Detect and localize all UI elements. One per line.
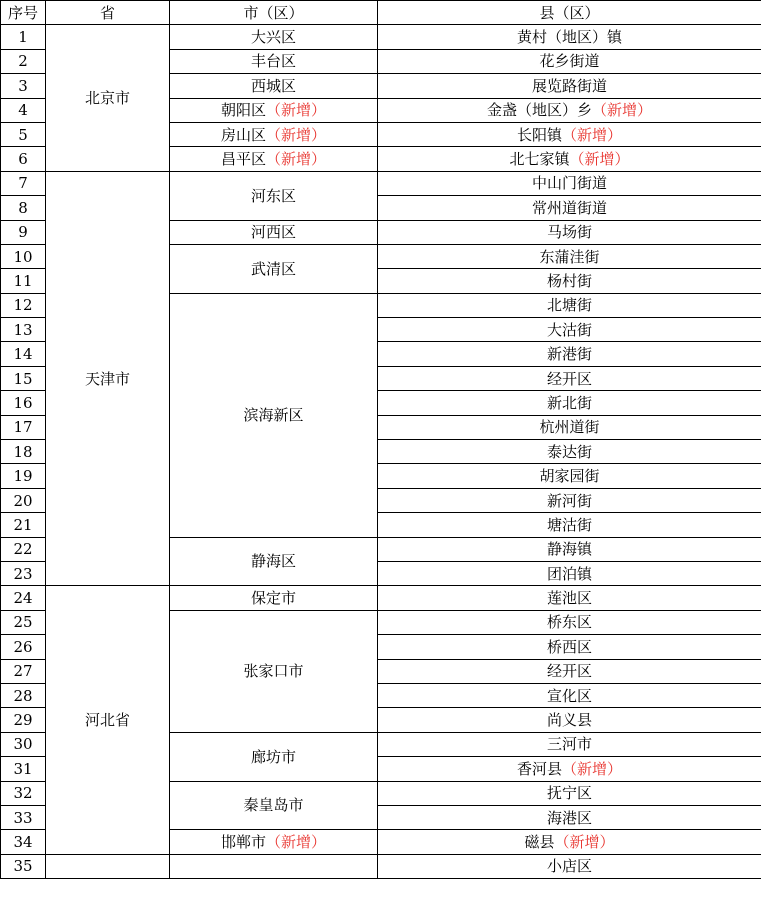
county-cell xyxy=(378,244,761,268)
city-cell xyxy=(170,830,378,854)
county-cell xyxy=(378,25,761,49)
row-index: 33 xyxy=(1,805,46,829)
county-name: 尚义县 xyxy=(546,711,592,730)
table-row xyxy=(1,171,761,195)
city-cell xyxy=(170,49,378,73)
county-name: 塘沽街 xyxy=(546,515,592,534)
county-cell xyxy=(378,98,761,122)
city-name: 房山区 xyxy=(220,125,266,144)
row-index: 5 xyxy=(1,122,46,146)
city-cell xyxy=(170,586,378,610)
row-index: 4 xyxy=(1,98,46,122)
county-cell xyxy=(378,122,761,146)
county-cell xyxy=(378,147,761,171)
row-index: 28 xyxy=(1,683,46,707)
header-index: 序号 xyxy=(1,1,46,25)
county-name: 常州道街道 xyxy=(531,198,607,217)
county-cell xyxy=(378,74,761,98)
province-cell xyxy=(46,854,170,878)
row-index: 24 xyxy=(1,586,46,610)
row-index: 23 xyxy=(1,561,46,585)
county-cell xyxy=(378,49,761,73)
county-cell xyxy=(378,366,761,390)
row-index: 22 xyxy=(1,537,46,561)
county-name: 桥西区 xyxy=(546,637,592,656)
county-cell xyxy=(378,440,761,464)
new-marker: （新增） xyxy=(266,150,327,169)
county-name: 长阳镇 xyxy=(516,125,562,144)
county-name: 新北街 xyxy=(546,393,592,412)
row-index: 19 xyxy=(1,464,46,488)
county-name: 新港街 xyxy=(546,345,592,364)
new-marker: （新增） xyxy=(562,125,623,144)
city-name: 朝阳区 xyxy=(220,101,266,120)
county-name: 莲池区 xyxy=(546,589,592,608)
city-cell xyxy=(170,220,378,244)
county-cell xyxy=(378,561,761,585)
county-name: 香河县 xyxy=(516,759,562,778)
row-index: 18 xyxy=(1,440,46,464)
row-index: 11 xyxy=(1,269,46,293)
row-index: 35 xyxy=(1,854,46,878)
row-index: 10 xyxy=(1,244,46,268)
row-index: 34 xyxy=(1,830,46,854)
city-name: 保定市 xyxy=(250,589,296,608)
county-name: 海港区 xyxy=(546,808,592,827)
county-name: 金盏（地区）乡 xyxy=(486,101,592,120)
row-index: 32 xyxy=(1,781,46,805)
county-cell xyxy=(378,708,761,732)
county-cell xyxy=(378,586,761,610)
county-name: 东蒲洼街 xyxy=(539,247,600,266)
county-name: 马场街 xyxy=(546,223,592,242)
county-name: 磁县 xyxy=(524,832,555,851)
county-name: 杭州道街 xyxy=(539,418,600,437)
row-index: 1 xyxy=(1,25,46,49)
city-name: 张家口市 xyxy=(243,662,304,681)
county-name: 北塘街 xyxy=(546,296,592,315)
city-cell xyxy=(170,732,378,781)
province-cell: 北京市 xyxy=(46,25,170,171)
county-name: 抚宁区 xyxy=(546,784,592,803)
city-name: 大兴区 xyxy=(250,28,296,47)
city-cell xyxy=(170,244,378,293)
city-name: 昌平区 xyxy=(220,150,266,169)
row-index: 3 xyxy=(1,74,46,98)
county-cell xyxy=(378,220,761,244)
county-cell xyxy=(378,805,761,829)
city-cell xyxy=(170,122,378,146)
county-name: 经开区 xyxy=(546,662,592,681)
county-cell xyxy=(378,537,761,561)
county-name: 展览路街道 xyxy=(531,76,607,95)
row-index: 31 xyxy=(1,757,46,781)
county-name: 宣化区 xyxy=(546,686,592,705)
new-marker: （新增） xyxy=(569,150,630,169)
header-row xyxy=(1,1,761,25)
county-cell xyxy=(378,464,761,488)
city-cell xyxy=(170,25,378,49)
city-cell xyxy=(170,537,378,586)
table-row xyxy=(1,586,761,610)
county-cell xyxy=(378,757,761,781)
new-marker: （新增） xyxy=(562,759,623,778)
county-name: 经开区 xyxy=(546,369,592,388)
county-name: 小店区 xyxy=(546,857,592,876)
city-name: 邯郸市 xyxy=(220,832,266,851)
county-cell xyxy=(378,171,761,195)
new-marker: （新增） xyxy=(554,832,615,851)
table-row xyxy=(1,854,761,878)
county-cell xyxy=(378,854,761,878)
header-city: 市（区） xyxy=(170,1,378,25)
new-marker: （新增） xyxy=(266,832,327,851)
county-cell xyxy=(378,318,761,342)
county-name: 三河市 xyxy=(546,735,592,754)
row-index: 17 xyxy=(1,415,46,439)
city-cell xyxy=(170,293,378,537)
county-cell xyxy=(378,391,761,415)
city-name: 丰台区 xyxy=(250,52,296,71)
county-cell xyxy=(378,513,761,537)
county-name: 大沽街 xyxy=(546,320,592,339)
row-index: 30 xyxy=(1,732,46,756)
province-cell: 天津市 xyxy=(46,171,170,586)
row-index: 21 xyxy=(1,513,46,537)
county-cell xyxy=(378,196,761,220)
county-name: 中山门街道 xyxy=(531,174,607,193)
county-name: 胡家园街 xyxy=(539,467,600,486)
row-index: 14 xyxy=(1,342,46,366)
county-name: 花乡街道 xyxy=(539,52,600,71)
city-cell xyxy=(170,610,378,732)
row-index: 26 xyxy=(1,635,46,659)
row-index: 7 xyxy=(1,171,46,195)
row-index: 25 xyxy=(1,610,46,634)
county-name: 北七家镇 xyxy=(509,150,570,169)
row-index: 13 xyxy=(1,318,46,342)
county-cell xyxy=(378,415,761,439)
county-cell xyxy=(378,293,761,317)
row-index: 9 xyxy=(1,220,46,244)
row-index: 27 xyxy=(1,659,46,683)
county-name: 黄村（地区）镇 xyxy=(516,28,622,47)
row-index: 6 xyxy=(1,147,46,171)
new-marker: （新增） xyxy=(266,125,327,144)
row-index: 16 xyxy=(1,391,46,415)
row-index: 8 xyxy=(1,196,46,220)
city-name: 河东区 xyxy=(250,186,296,205)
county-cell xyxy=(378,635,761,659)
county-cell xyxy=(378,342,761,366)
city-name: 武清区 xyxy=(250,259,296,278)
county-name: 新河街 xyxy=(546,491,592,510)
city-cell xyxy=(170,98,378,122)
county-name: 泰达街 xyxy=(546,442,592,461)
row-index: 29 xyxy=(1,708,46,732)
city-cell xyxy=(170,781,378,830)
county-cell xyxy=(378,732,761,756)
county-cell xyxy=(378,683,761,707)
city-name: 河西区 xyxy=(250,223,296,242)
county-name: 团泊镇 xyxy=(546,564,592,583)
header-province: 省 xyxy=(46,1,170,25)
county-cell xyxy=(378,659,761,683)
county-cell xyxy=(378,269,761,293)
county-cell xyxy=(378,830,761,854)
county-cell xyxy=(378,488,761,512)
row-index: 12 xyxy=(1,293,46,317)
row-index: 2 xyxy=(1,49,46,73)
city-cell xyxy=(170,147,378,171)
new-marker: （新增） xyxy=(266,101,327,120)
row-index: 15 xyxy=(1,366,46,390)
city-cell xyxy=(170,171,378,220)
city-name: 西城区 xyxy=(250,76,296,95)
county-cell xyxy=(378,781,761,805)
city-cell xyxy=(170,74,378,98)
new-marker: （新增） xyxy=(592,101,653,120)
county-name: 杨村街 xyxy=(546,271,592,290)
county-name: 桥东区 xyxy=(546,613,592,632)
county-cell xyxy=(378,610,761,634)
city-name: 滨海新区 xyxy=(243,406,304,425)
city-name: 廊坊市 xyxy=(250,747,296,766)
table-row xyxy=(1,25,761,49)
city-name: 秦皇岛市 xyxy=(243,796,304,815)
header-county: 县（区） xyxy=(378,1,761,25)
city-cell xyxy=(170,854,378,878)
row-index: 20 xyxy=(1,488,46,512)
table-body xyxy=(1,25,761,879)
province-cell: 河北省 xyxy=(46,586,170,854)
city-name: 静海区 xyxy=(250,552,296,571)
county-name: 静海镇 xyxy=(546,540,592,559)
